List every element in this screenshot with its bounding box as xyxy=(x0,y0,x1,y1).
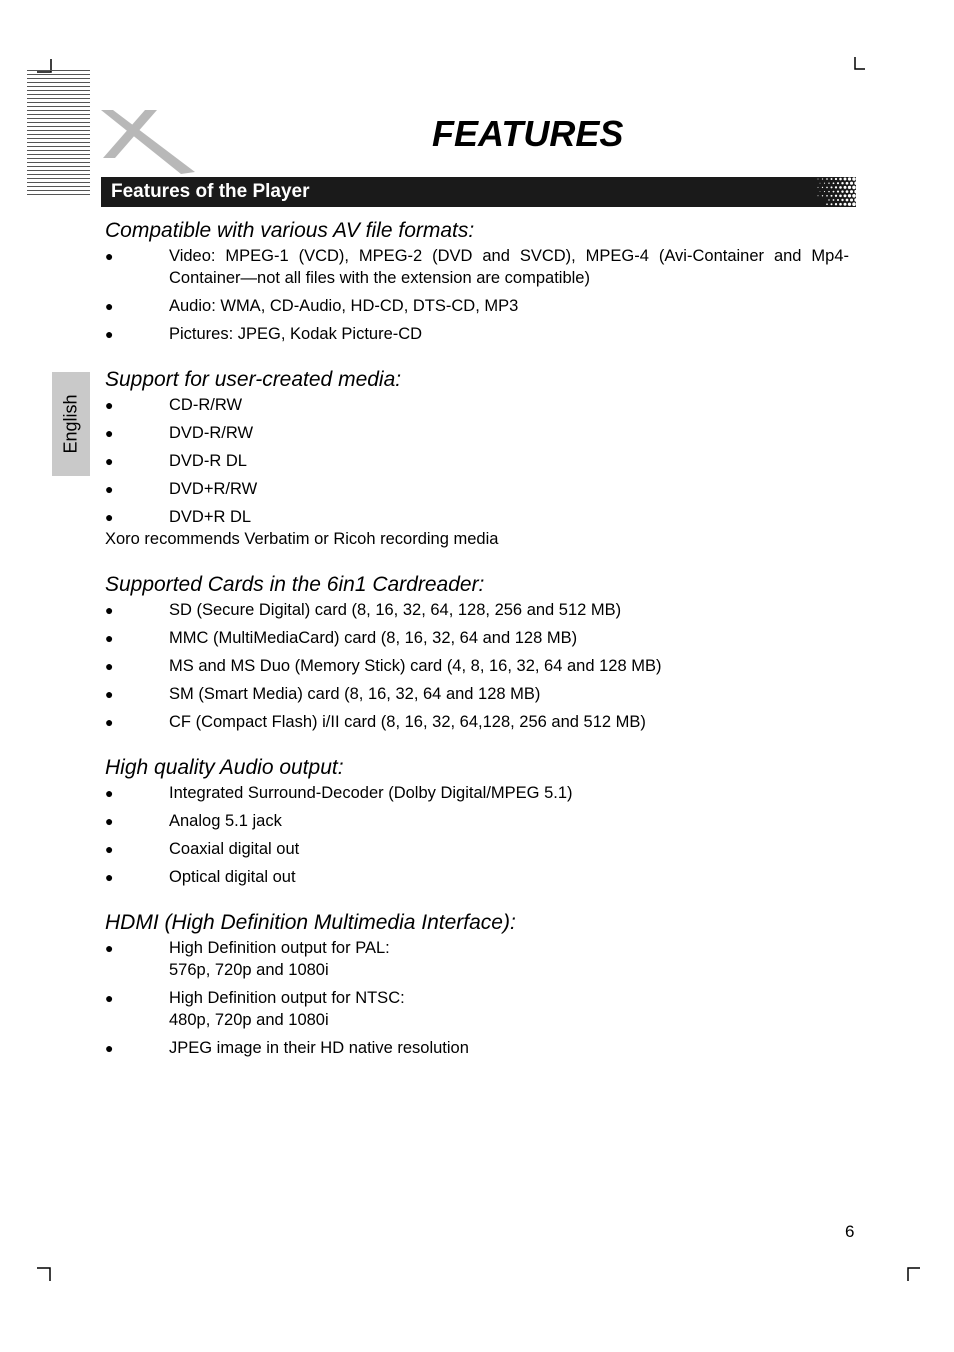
feature-item-text: CF (Compact Flash) i/II card (8, 16, 32, 64,128, 256 and 512 MB) xyxy=(169,713,646,731)
feature-item xyxy=(105,295,849,317)
section-heading: Supported Cards in the 6in1 Cardreader: xyxy=(105,573,485,596)
halftone-dot xyxy=(839,203,842,206)
feature-item xyxy=(105,422,849,444)
stripe-line xyxy=(27,114,90,115)
stripe-line xyxy=(27,166,90,167)
section-header-title: Features of the Player xyxy=(111,181,310,202)
halftone-dot xyxy=(839,186,842,189)
stripe-line xyxy=(27,134,90,135)
stripe-line xyxy=(27,186,90,187)
stripe-line xyxy=(27,98,90,99)
feature-item xyxy=(105,987,849,1031)
section-heading: Support for user-created media: xyxy=(105,368,402,391)
halftone-dot xyxy=(828,199,829,200)
bullet-icon: ● xyxy=(105,813,114,829)
halftone-dot xyxy=(850,190,853,193)
halftone-dot xyxy=(818,179,819,180)
stripe-line xyxy=(27,170,90,171)
feature-item-text: MMC (MultiMediaCard) card (8, 16, 32, 64 and 128 MB) xyxy=(169,629,578,647)
stripe-line xyxy=(27,146,90,147)
bullet-icon: ● xyxy=(105,658,114,674)
bullet-icon: ● xyxy=(105,785,114,801)
stripe-line xyxy=(27,182,90,183)
feature-list xyxy=(105,394,849,528)
stripe-line xyxy=(27,194,90,195)
stripe-line xyxy=(27,162,90,163)
halftone-dot xyxy=(822,187,823,188)
feature-item xyxy=(105,810,849,832)
bullet-icon: ● xyxy=(105,602,114,618)
halftone-dot xyxy=(852,186,856,190)
bullet-icon: ● xyxy=(105,425,114,441)
section-heading: High quality Audio output: xyxy=(105,756,344,779)
halftone-dot xyxy=(826,178,828,180)
halftone-dot xyxy=(820,191,821,192)
feature-item xyxy=(105,627,849,649)
halftone-dot xyxy=(844,186,847,189)
stripe-line xyxy=(27,190,90,191)
features-content xyxy=(105,217,849,1080)
stripe-line xyxy=(27,150,90,151)
halftone-dot xyxy=(848,177,851,180)
feature-item-text: Video: MPEG-1 (VCD), MPEG-2 (DVD and SVCD), MPEG-4 (Avi-Container and Mp4-Container—not all files with the extension are compatible) xyxy=(169,247,849,287)
stripe-line xyxy=(27,70,90,71)
feature-item-text: JPEG image in their HD native resolution xyxy=(169,1039,469,1057)
feature-item xyxy=(105,245,849,289)
halftone-dot xyxy=(831,203,833,205)
feature-item xyxy=(105,683,849,705)
stripe-line xyxy=(27,106,90,107)
feature-item-line: High Definition output for PAL: xyxy=(169,939,390,957)
stripe-line xyxy=(27,178,90,179)
bullet-icon: ● xyxy=(105,714,114,730)
feature-item xyxy=(105,478,849,500)
halftone-dot xyxy=(846,199,849,202)
bullet-icon: ● xyxy=(105,248,114,264)
decorative-stripes xyxy=(27,70,90,200)
halftone-dot xyxy=(833,199,835,201)
feature-section xyxy=(105,366,849,550)
stripe-line xyxy=(27,110,90,111)
feature-list xyxy=(105,937,849,1059)
feature-item-text: DVD+R/RW xyxy=(169,480,258,498)
halftone-dot xyxy=(828,182,829,183)
feature-item xyxy=(105,866,849,888)
halftone-dot xyxy=(833,182,835,184)
halftone-dot xyxy=(854,198,856,201)
halftone-dot xyxy=(837,199,839,201)
halftone-dot xyxy=(831,178,833,180)
halftone-dot xyxy=(835,203,837,205)
stripe-line xyxy=(27,102,90,103)
halftone-dot xyxy=(841,190,843,192)
feature-item xyxy=(105,937,849,981)
halftone-dot xyxy=(835,195,837,197)
halftone-dot xyxy=(844,178,847,181)
feature-item-text: SD (Secure Digital) card (8, 16, 32, 64, 128, 256 and 512 MB) xyxy=(169,601,622,619)
feature-item-line: 576p, 720p and 1080i xyxy=(169,961,329,979)
halftone-dot xyxy=(854,182,856,185)
feature-list xyxy=(105,599,849,733)
feature-item-text: Pictures: JPEG, Kodak Picture-CD xyxy=(169,325,423,343)
feature-section xyxy=(105,909,849,1059)
feature-item-text: DVD+R DL xyxy=(169,508,252,526)
feature-section xyxy=(105,754,849,888)
stripe-line xyxy=(27,142,90,143)
halftone-dot xyxy=(826,187,828,189)
language-tab xyxy=(52,372,90,476)
feature-item xyxy=(105,1037,849,1059)
halftone-dot xyxy=(844,203,847,206)
halftone-dot xyxy=(846,190,849,193)
halftone-dot xyxy=(826,195,828,197)
feature-item-text: CD-R/RW xyxy=(169,396,243,414)
halftone-dot xyxy=(844,194,847,197)
halftone-dot xyxy=(824,191,825,192)
halftone-dot xyxy=(831,186,833,188)
language-tab-label: English xyxy=(60,394,81,454)
stripe-line xyxy=(27,138,90,139)
halftone-dot xyxy=(828,191,829,192)
stripe-line xyxy=(27,154,90,155)
bullet-icon: ● xyxy=(105,397,114,413)
bullet-icon: ● xyxy=(105,1040,114,1056)
stripe-line xyxy=(27,82,90,83)
halftone-dot xyxy=(833,191,835,193)
feature-item xyxy=(105,599,849,621)
stripe-line xyxy=(27,126,90,127)
halftone-dot xyxy=(835,178,837,180)
bullet-icon: ● xyxy=(105,481,114,497)
crop-mark-top-right xyxy=(852,56,868,72)
feature-item-line: 480p, 720p and 1080i xyxy=(169,1011,329,1029)
halftone-dot xyxy=(837,182,839,184)
stripe-line xyxy=(27,78,90,79)
halftone-dot xyxy=(818,187,819,188)
halftone-dot xyxy=(841,182,843,184)
feature-item-text: SM (Smart Media) card (8, 16, 32, 64 and 128 MB) xyxy=(169,685,541,703)
halftone-dot xyxy=(852,202,856,206)
stripe-line xyxy=(27,90,90,91)
feature-list xyxy=(105,245,849,345)
feature-item xyxy=(105,394,849,416)
stripe-line xyxy=(27,130,90,131)
halftone-dot xyxy=(822,195,823,196)
bullet-icon: ● xyxy=(105,453,114,469)
bullet-icon: ● xyxy=(105,940,114,956)
feature-item-text: Coaxial digital out xyxy=(169,840,300,858)
halftone-dot xyxy=(846,182,849,185)
feature-item xyxy=(105,323,849,345)
bullet-icon: ● xyxy=(105,298,114,314)
crop-mark-bottom-left xyxy=(36,1266,52,1282)
feature-item xyxy=(105,450,849,472)
feature-item xyxy=(105,506,849,528)
bullet-icon: ● xyxy=(105,869,114,885)
section-note: Xoro recommends Verbatim or Ricoh recording media xyxy=(105,530,499,548)
bullet-icon: ● xyxy=(105,509,114,525)
halftone-dot xyxy=(848,203,851,206)
feature-item xyxy=(105,655,849,677)
stripe-line xyxy=(27,158,90,159)
halftone-dot xyxy=(850,182,853,185)
feature-list xyxy=(105,782,849,888)
halftone-dot xyxy=(820,183,821,184)
feature-item-line: High Definition output for NTSC: xyxy=(169,989,405,1007)
section-heading: HDMI (High Definition Multimedia Interface): xyxy=(105,911,516,934)
stripe-line xyxy=(27,174,90,175)
xoro-logo xyxy=(97,108,197,176)
feature-item-text: DVD-R DL xyxy=(169,452,247,470)
feature-item-text: Audio: WMA, CD-Audio, HD-CD, DTS-CD, MP3 xyxy=(169,297,519,315)
feature-section xyxy=(105,217,849,345)
feature-item xyxy=(105,838,849,860)
bullet-icon: ● xyxy=(105,326,114,342)
halftone-dot xyxy=(822,178,823,179)
halftone-dot xyxy=(818,195,819,196)
feature-item-text: MS and MS Duo (Memory Stick) card (4, 8, 16, 32, 64 and 128 MB) xyxy=(169,657,662,675)
halftone-dot xyxy=(848,186,851,189)
stripe-line xyxy=(27,122,90,123)
feature-item xyxy=(105,782,849,804)
bullet-icon: ● xyxy=(105,686,114,702)
halftone-dot xyxy=(839,178,842,181)
feature-item-text: Optical digital out xyxy=(169,868,296,886)
stripe-line xyxy=(27,118,90,119)
halftone-dots xyxy=(816,177,856,207)
stripe-line xyxy=(27,94,90,95)
halftone-dot xyxy=(839,194,842,197)
stripe-line xyxy=(27,74,90,75)
halftone-dot xyxy=(824,183,825,184)
stripe-line xyxy=(27,86,90,87)
page-title: FEATURES xyxy=(432,113,624,154)
halftone-dot xyxy=(826,203,828,205)
halftone-dot xyxy=(850,198,853,201)
halftone-dot xyxy=(852,177,856,181)
feature-item-text: DVD-R/RW xyxy=(169,424,254,442)
section-heading: Compatible with various AV file formats: xyxy=(105,219,475,242)
halftone-dot xyxy=(831,195,833,197)
halftone-dot xyxy=(854,190,856,193)
crop-mark-bottom-right xyxy=(906,1266,922,1282)
feature-item xyxy=(105,711,849,733)
feature-item-text: Integrated Surround-Decoder (Dolby Digital/MPEG 5.1) xyxy=(169,784,573,802)
section-header-bar xyxy=(101,177,856,207)
halftone-dot xyxy=(837,191,839,193)
halftone-dot xyxy=(852,194,856,198)
halftone-dot xyxy=(841,199,843,201)
feature-item-text: Analog 5.1 jack xyxy=(169,812,282,830)
bullet-icon: ● xyxy=(105,990,114,1006)
bullet-icon: ● xyxy=(105,841,114,857)
page-number: 6 xyxy=(845,1222,855,1241)
bullet-icon: ● xyxy=(105,630,114,646)
halftone-dot xyxy=(835,186,837,188)
halftone-dot xyxy=(848,194,851,197)
feature-section xyxy=(105,571,849,733)
